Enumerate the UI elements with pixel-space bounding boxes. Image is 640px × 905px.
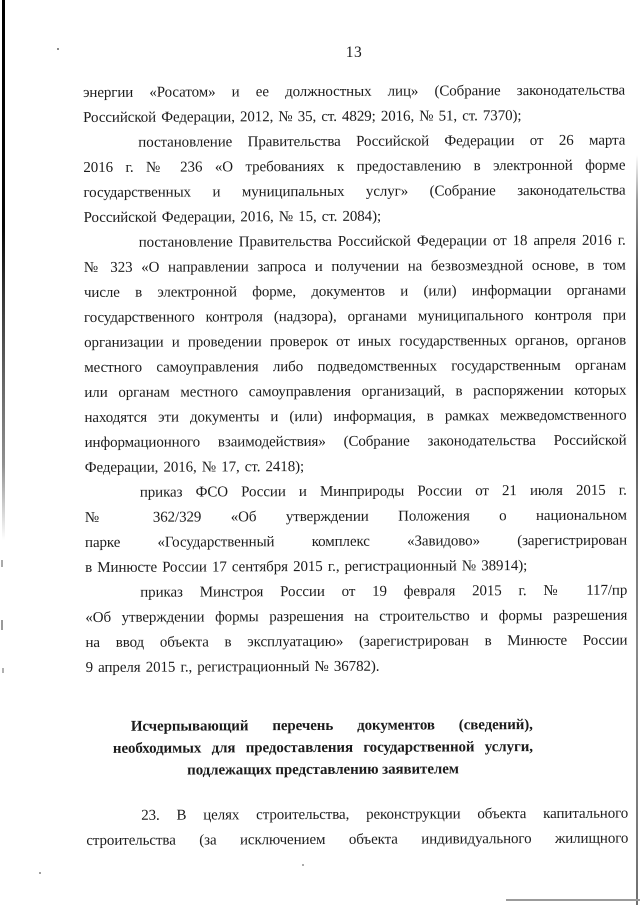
paragraph — [86, 802, 628, 854]
heading-line: подлежащих представлению заявителем — [187, 761, 459, 779]
text-line: местного самоуправления либо подведомственных государственным органам — [84, 357, 627, 376]
scan-artifact-right-edge-line — [636, 155, 638, 905]
text-line: государственного контроля (надзора), органами муниципального контроля при — [83, 307, 627, 326]
text-line: находятся эти документы и (или) информация, в рамках межведомственного — [84, 407, 627, 426]
scan-speck — [39, 872, 41, 874]
text-line: приказ ФСО России и Минприроды России от 21 июля 2015 г. — [139, 482, 627, 501]
page-number: 13 — [345, 44, 363, 61]
text-line: государственных и муниципальных услуг» (Собрание законодательства — [83, 182, 626, 201]
paragraph — [85, 479, 627, 581]
text-line: 9 апреля 2015 г., регистрационный № 36782). — [85, 658, 380, 676]
scan-artifact-bottom-edge-line — [506, 899, 640, 901]
text-line: приказ Минстроя России от 19 февраля 2015 г. № 117/пр — [140, 582, 628, 601]
scan-speck — [1, 620, 3, 630]
text-line: 23. В целях строительства, реконструкции объекта капитального — [141, 805, 629, 824]
text-line: строительства (за исключением объекта индивидуального жилищного — [86, 830, 629, 849]
text-line: энергии «Росатом» и ее должностных лиц» (Собрание законодательства — [83, 82, 626, 101]
scan-speck — [2, 668, 4, 673]
text-line: или органам местного самоуправления организаций, в распоряжении которых — [84, 382, 627, 401]
text-line: постановление Правительства Российской Федерации от 18 апреля 2016 г. — [138, 232, 626, 251]
scan-speck — [57, 48, 59, 50]
paragraph — [83, 129, 625, 231]
text-line: «Об утверждении формы разрешения на строительство и формы разрешения — [85, 607, 628, 626]
text-line: парке «Государственный комплекс «Завидово» (зарегистрирован — [84, 532, 628, 551]
heading-line: Исчерпывающий перечень документов (сведений), — [130, 717, 533, 735]
heading-line: необходимых для предоставления государственной услуги, — [112, 739, 533, 757]
text-line: Российской Федерации, 2016, № 15, ст. 2084); — [83, 208, 382, 226]
text-line: Федерации, 2016, № 17, ст. 2418); — [84, 459, 305, 476]
text-line: 2016 г. № 236 «О требованиях к предоставлению в электронной форме — [83, 157, 626, 176]
scan-artifact-left-edge-line — [2, 0, 5, 540]
text-line: организации и проведении проверок от иных государственных органов, органов — [84, 332, 627, 351]
text-line: № 323 «О направлении запроса и получении на безвозмездной основе, в том — [83, 257, 626, 276]
text-line: постановление Правительства Российской Федерации от 26 марта — [138, 132, 626, 151]
section-heading — [113, 714, 533, 782]
text-line: на ввод объекта в эксплуатацию» (зарегистрирован в Минюсте России — [85, 632, 628, 651]
text-line: числе в электронной форме, документов и (или) информации органами — [83, 282, 626, 301]
paragraph — [83, 79, 625, 131]
document-body — [83, 79, 628, 854]
paragraph — [84, 229, 627, 481]
text-line: в Минюсте России 17 сентября 2015 г., регистрационный № 38914); — [85, 558, 528, 576]
text-line: Российской Федерации, 2012, № 35, ст. 4829; 2016, № 51, ст. 7370); — [83, 108, 522, 126]
text-line: информационного взаимодействия» (Собрание законодательства Российской — [84, 432, 627, 451]
text-line: № 362/329 «Об утверждении Положения о национальном — [84, 507, 627, 526]
paragraph — [85, 579, 627, 681]
scan-speck — [1, 560, 3, 567]
scan-speck — [302, 864, 304, 866]
